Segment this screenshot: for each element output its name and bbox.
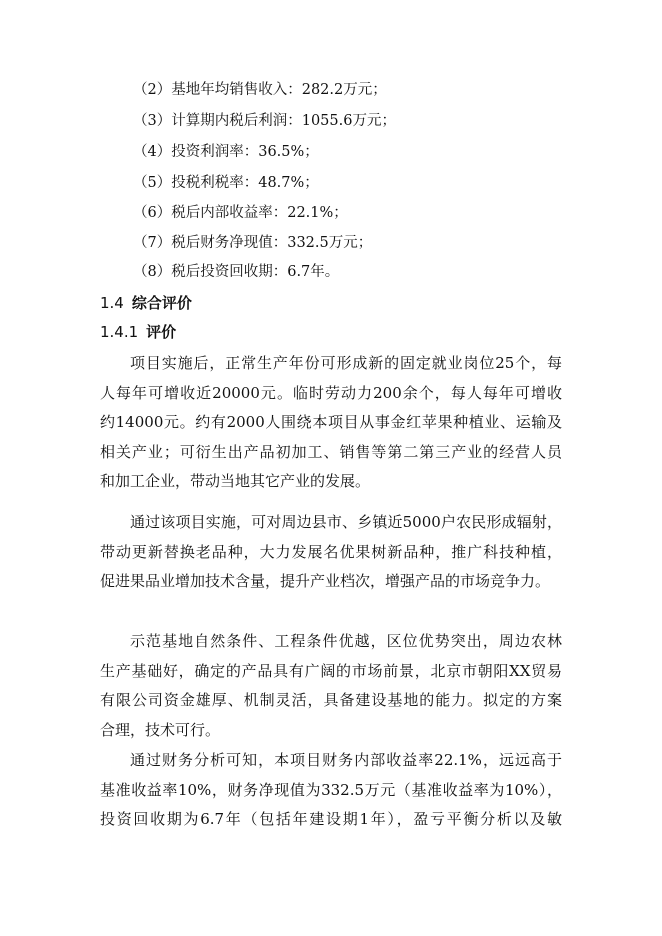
paragraph-line: 通过财务分析可知，本项目财务内部收益率22.1%，远远高于 <box>130 751 562 769</box>
paragraph-line: 相关产业；可衍生出产品初加工、销售等第二第三产业的经营人员 <box>100 442 562 461</box>
indicator-item-8: （8）税后投资回收期：6.7年。 <box>133 264 340 280</box>
paragraph-conditions <box>100 627 562 745</box>
paragraph-line: 人每年可增收近20000元。临时劳动力200余个，每人每年可增收 <box>100 383 562 402</box>
paragraph-line: 促进果品业增加技术含量，提升产业档次，增强产品的市场竞争力。 <box>100 572 551 590</box>
paragraph-line: 基准收益率10%，财务净现值为332.5万元（基准收益率为10%）， <box>100 780 562 799</box>
paragraph-line: 和加工企业，带动当地其它产业的发展。 <box>100 472 371 490</box>
indicator-item-4: （4）投资利润率：36.5%； <box>133 144 319 160</box>
paragraph-line: 项目实施后，正常生产年份可形成新的固定就业岗位25个，每 <box>130 354 562 372</box>
paragraph-line: 约14000元。约有2000人围绕本项目从事金红苹果种植业、运输及 <box>100 413 562 431</box>
paragraph-financial <box>100 746 562 835</box>
section-heading <box>100 293 192 313</box>
indicator-item-3: （3）计算期内税后利润：1055.6万元； <box>133 113 396 129</box>
indicator-item-5: （5）投税利税率：48.7%； <box>133 175 319 191</box>
paragraph-employment <box>100 349 562 497</box>
subsection-title: 评价 <box>146 323 177 341</box>
indicator-item-7: （7）税后财务净现值：332.5万元； <box>133 235 373 251</box>
paragraph-line: 投资回收期为6.7年（包括年建设期1年），盈亏平衡分析以及敏 <box>100 810 562 828</box>
paragraph-radiation <box>100 508 562 597</box>
paragraph-line: 生产基础好，确定的产品具有广阔的市场前景，北京市朝阳XX贸易 <box>100 661 562 680</box>
paragraph-line: 带动更新替换老品种，大力发展名优果树新品种，推广科技种植， <box>100 542 562 561</box>
indicator-item-6: （6）税后内部收益率：22.1%； <box>133 205 348 221</box>
paragraph-line: 通过该项目实施，可对周边县市、乡镇近5000户农民形成辐射， <box>130 513 562 531</box>
paragraph-line: 合理，技术可行。 <box>100 720 221 739</box>
subsection-heading <box>100 322 176 342</box>
indicator-item-2: （2）基地年均销售收入：282.2万元； <box>133 82 387 98</box>
subsection-number: 1.4.1 <box>100 323 139 341</box>
paragraph-line: 示范基地自然条件、工程条件优越，区位优势突出，周边农林 <box>130 632 562 650</box>
section-title: 综合评价 <box>131 294 192 312</box>
section-number: 1.4 <box>100 294 124 312</box>
paragraph-line: 有限公司资金雄厚、机制灵活，具备建设基地的能力。拟定的方案 <box>100 691 562 709</box>
